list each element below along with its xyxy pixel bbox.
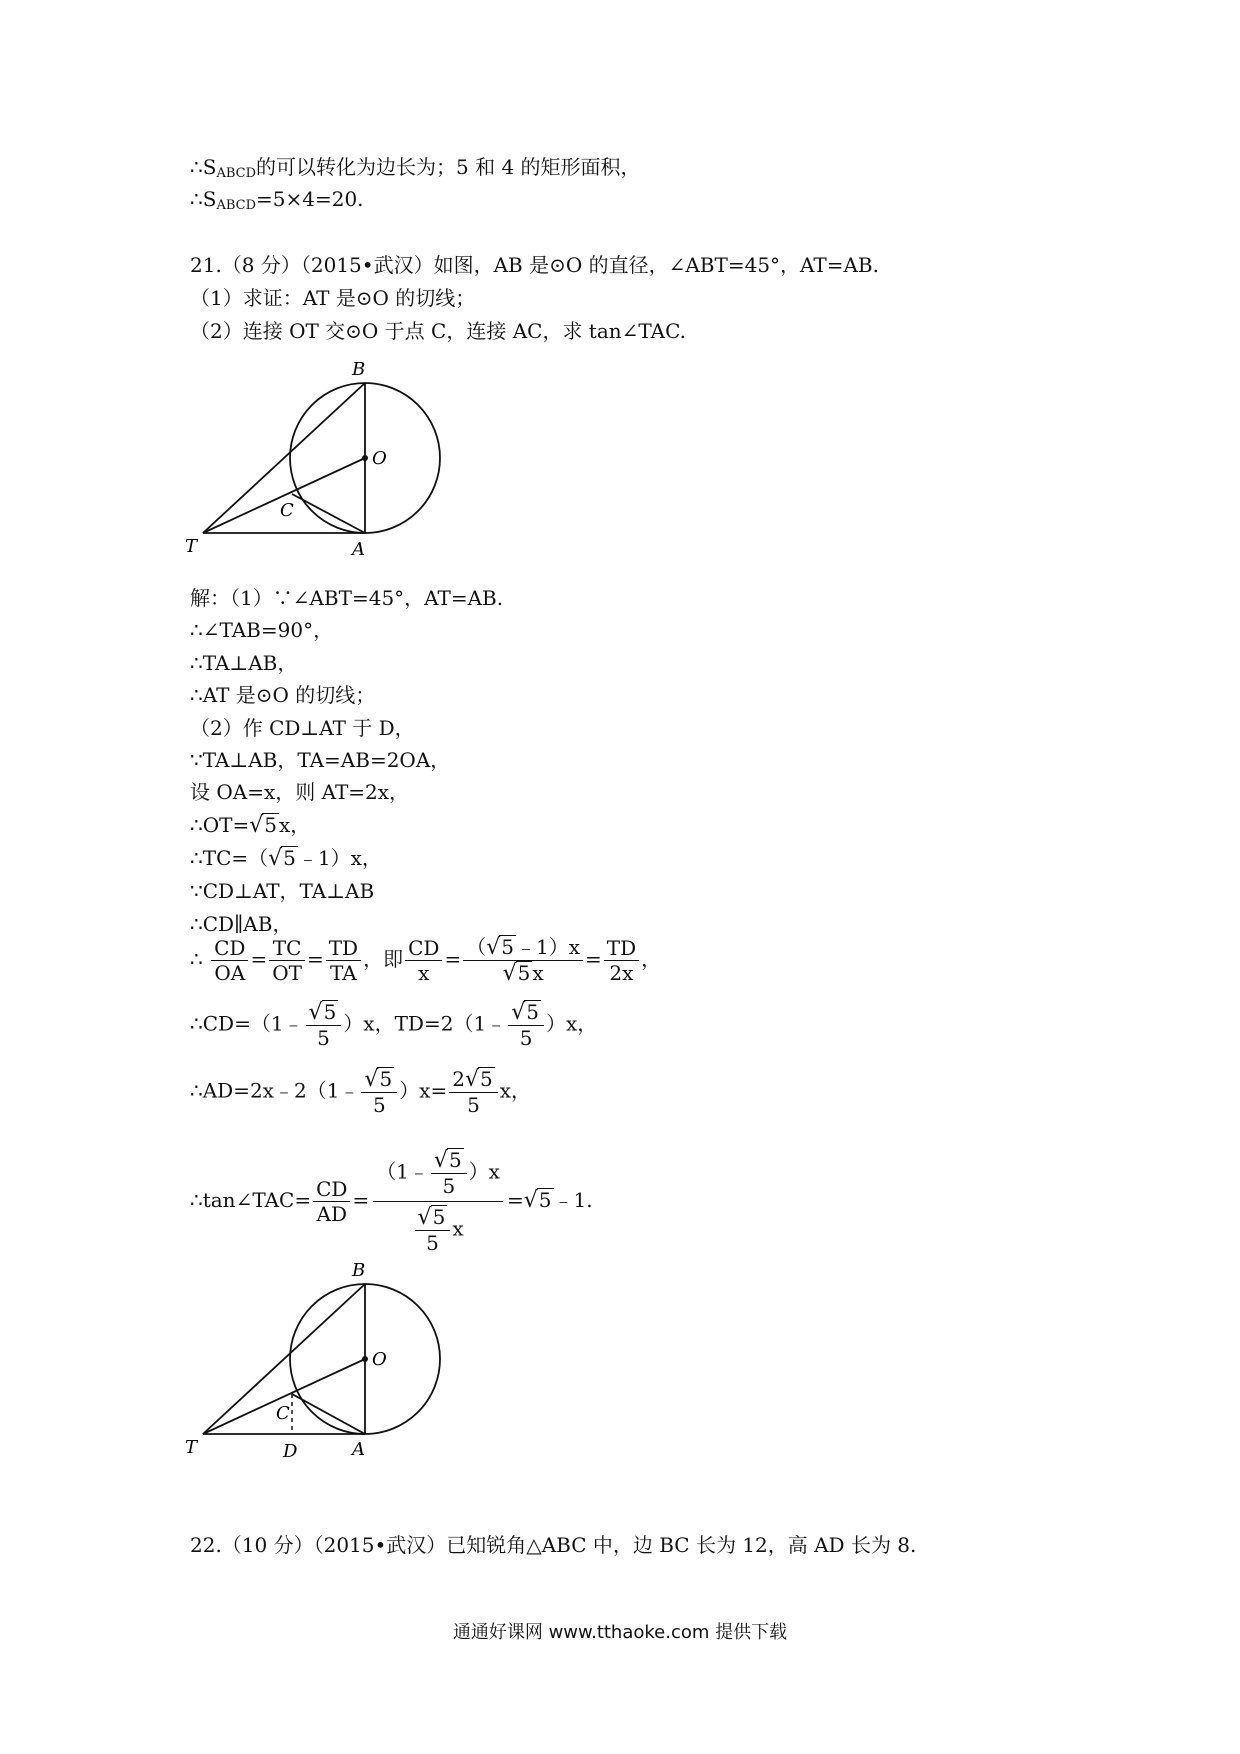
denominator: OA — [214, 961, 246, 985]
text: ﹣1）x， — [297, 846, 382, 870]
figure-circle-tangent-with-d — [180, 1252, 460, 1472]
numerator: CD — [313, 1177, 350, 1202]
fraction-root5-over-5 — [306, 1000, 342, 1050]
label-o: O — [372, 448, 387, 469]
sqrt-sign: √ — [249, 813, 264, 838]
numerator — [508, 1000, 544, 1026]
sqrt-sign: √ — [464, 1067, 479, 1092]
question-21-part2: （2）连接 OT 交⊙O 于点 C，连接 AC，求 tan∠TAC. — [190, 319, 687, 343]
numerator — [415, 1205, 451, 1231]
denominator: TA — [330, 961, 357, 985]
point-o — [362, 1356, 368, 1362]
text: ，即 — [363, 947, 404, 971]
sqrt-sign: √ — [268, 846, 283, 871]
area-line-1 — [190, 154, 641, 187]
fraction-root5-over-5 — [415, 1205, 451, 1255]
label-a: A — [352, 1439, 365, 1460]
equals: = — [306, 947, 324, 971]
text: 的可以转化为边长为；5 和 4 的矩形面积， — [256, 155, 641, 179]
numerator: CD — [211, 936, 248, 961]
denominator: 5 — [426, 1231, 439, 1255]
equals: = — [250, 947, 268, 971]
fraction-root5-over-5 — [361, 1067, 397, 1117]
numerator — [431, 1148, 467, 1174]
numerator: TC — [269, 936, 305, 961]
sqrt-sign: √ — [433, 1148, 448, 1173]
text: ∴S — [190, 155, 217, 179]
denominator — [373, 1202, 503, 1255]
numerator — [463, 935, 583, 961]
radicand: 5 — [538, 1188, 552, 1212]
equals: = — [352, 1188, 370, 1212]
text: ∴TC=（ — [190, 846, 269, 870]
numerator: CD — [405, 936, 442, 961]
fraction-2root5-over-5 — [449, 1067, 498, 1117]
question-22-header: 22.（10 分）（2015•武汉）已知锐角△ABC 中，边 BC 长为 12，高 AD 长为 8. — [190, 1533, 917, 1557]
radicand: 5 — [379, 1067, 393, 1091]
denominator: 5 — [317, 1026, 330, 1050]
page-footer: 通通好课网 www.tthaoke.com 提供下载 — [452, 1622, 788, 1643]
coefficient: 2 — [452, 1067, 465, 1091]
denominator: x — [418, 961, 430, 985]
label-b: B — [352, 1260, 366, 1281]
area-line-2 — [190, 186, 364, 219]
figure-circle-tangent — [180, 350, 460, 565]
numerator — [373, 1148, 503, 1202]
solution-line-14 — [190, 1067, 531, 1117]
subscript: ABCD — [216, 166, 256, 181]
label-b: B — [352, 359, 366, 380]
sqrt-sign: √ — [511, 1000, 526, 1025]
fraction-td-2x — [604, 936, 639, 985]
question-21-part1: （1）求证：AT 是⊙O 的切线； — [190, 286, 476, 310]
solution-line-10: ∵CD⊥AT，TA⊥AB — [190, 879, 375, 903]
text: ）x， — [545, 1011, 598, 1036]
text: x — [532, 961, 544, 985]
sqrt-sign: √ — [308, 1000, 323, 1025]
solution-line-8 — [190, 812, 310, 839]
radicand: 5 — [526, 1000, 539, 1024]
question-21-header: 21.（8 分）（2015•武汉）如图，AB 是⊙O 的直径，∠ABT=45°，AT=AB. — [190, 253, 879, 277]
solution-line-15 — [190, 1148, 593, 1255]
text: ）x，TD=2（1﹣ — [343, 1011, 507, 1036]
text: ）x= — [399, 1078, 448, 1103]
numerator — [361, 1067, 397, 1093]
text: x， — [499, 1078, 532, 1103]
equals: = — [584, 947, 602, 971]
fraction-cd-oa — [211, 936, 248, 985]
point-o — [362, 455, 368, 461]
equals: = — [444, 947, 462, 971]
text: ）x — [468, 1159, 500, 1184]
text: x — [452, 1216, 464, 1241]
label-o: O — [372, 1349, 387, 1370]
text: x， — [278, 813, 311, 837]
fraction-tc-over-ot — [463, 935, 583, 986]
segment-ca — [292, 1394, 365, 1434]
text: ∴OT= — [190, 813, 250, 837]
text: （1﹣ — [376, 1159, 429, 1184]
denominator: AD — [316, 1202, 347, 1226]
text: （ — [466, 935, 487, 959]
label-c: C — [276, 1403, 290, 1424]
numerator — [306, 1000, 342, 1026]
denominator: OT — [272, 961, 302, 985]
sqrt-sign: √ — [417, 1205, 432, 1230]
text: ∴AD=2x﹣2（1﹣ — [190, 1078, 360, 1103]
denominator: 5 — [442, 1174, 456, 1198]
label-d: D — [283, 1441, 298, 1462]
denominator — [463, 961, 583, 986]
solution-line-1: 解：（1）∵∠ABT=45°，AT=AB. — [190, 586, 504, 610]
text: ∴S — [190, 187, 217, 211]
solution-line-13 — [190, 1000, 597, 1050]
numerator: TD — [326, 936, 361, 961]
radicand: 5 — [432, 1205, 446, 1229]
fraction-cd-x — [405, 936, 442, 985]
fraction-td-ta — [326, 936, 361, 985]
fraction-tc-ot — [269, 936, 305, 985]
denominator: 5 — [519, 1026, 533, 1050]
solution-line-3: ∴TA⊥AB， — [190, 651, 298, 675]
denominator: 5 — [372, 1093, 386, 1117]
label-t: T — [185, 536, 198, 557]
sqrt-sign: √ — [486, 935, 501, 960]
numerator: TD — [604, 936, 639, 961]
solution-line-4: ∴AT 是⊙O 的切线； — [190, 683, 376, 707]
sqrt-sign: √ — [523, 1188, 538, 1213]
fraction-root5-over-5 — [508, 1000, 544, 1050]
label-t: T — [185, 1437, 198, 1458]
solution-line-7: 设 OA=x，则 AT=2x， — [190, 780, 410, 804]
solution-line-2: ∴∠TAB=90°， — [190, 618, 334, 642]
label-c: C — [280, 500, 294, 521]
solution-line-12 — [190, 935, 661, 986]
fraction-cd-ad — [313, 1177, 350, 1226]
text: ﹣1）x — [515, 935, 580, 959]
radicand: 5 — [264, 813, 277, 837]
segment-ca — [292, 494, 365, 533]
subscript: ABCD — [216, 198, 256, 213]
text: =5×4=20. — [256, 187, 364, 211]
text: ， — [641, 947, 662, 971]
text: ﹣1. — [553, 1188, 593, 1212]
radicand: 5 — [480, 1067, 493, 1091]
radicand: 5 — [448, 1148, 462, 1172]
text: ∴CD=（1﹣ — [190, 1011, 304, 1036]
radicand: 5 — [323, 1000, 337, 1024]
segment-to — [203, 458, 365, 533]
radicand: 5 — [517, 961, 531, 985]
numerator — [449, 1067, 498, 1093]
radicand: 5 — [501, 935, 514, 959]
solution-line-11: ∴CD∥AB， — [190, 912, 293, 936]
sqrt-sign: √ — [502, 961, 517, 986]
solution-line-5: （2）作 CD⊥AT 于 D， — [190, 716, 415, 740]
solution-line-6: ∵TA⊥AB，TA=AB=2OA， — [190, 748, 451, 772]
text: ∴tan∠TAC= — [190, 1188, 312, 1212]
fraction-root5-over-5 — [431, 1148, 467, 1198]
equals: = — [506, 1188, 524, 1212]
denominator: 2x — [609, 961, 634, 985]
denominator: 5 — [467, 1093, 480, 1117]
text: ∴ — [190, 947, 203, 971]
label-a: A — [352, 539, 365, 560]
complex-fraction — [373, 1148, 503, 1255]
radicand: 5 — [283, 846, 296, 870]
sqrt-sign: √ — [364, 1067, 379, 1092]
solution-line-9 — [190, 845, 382, 872]
